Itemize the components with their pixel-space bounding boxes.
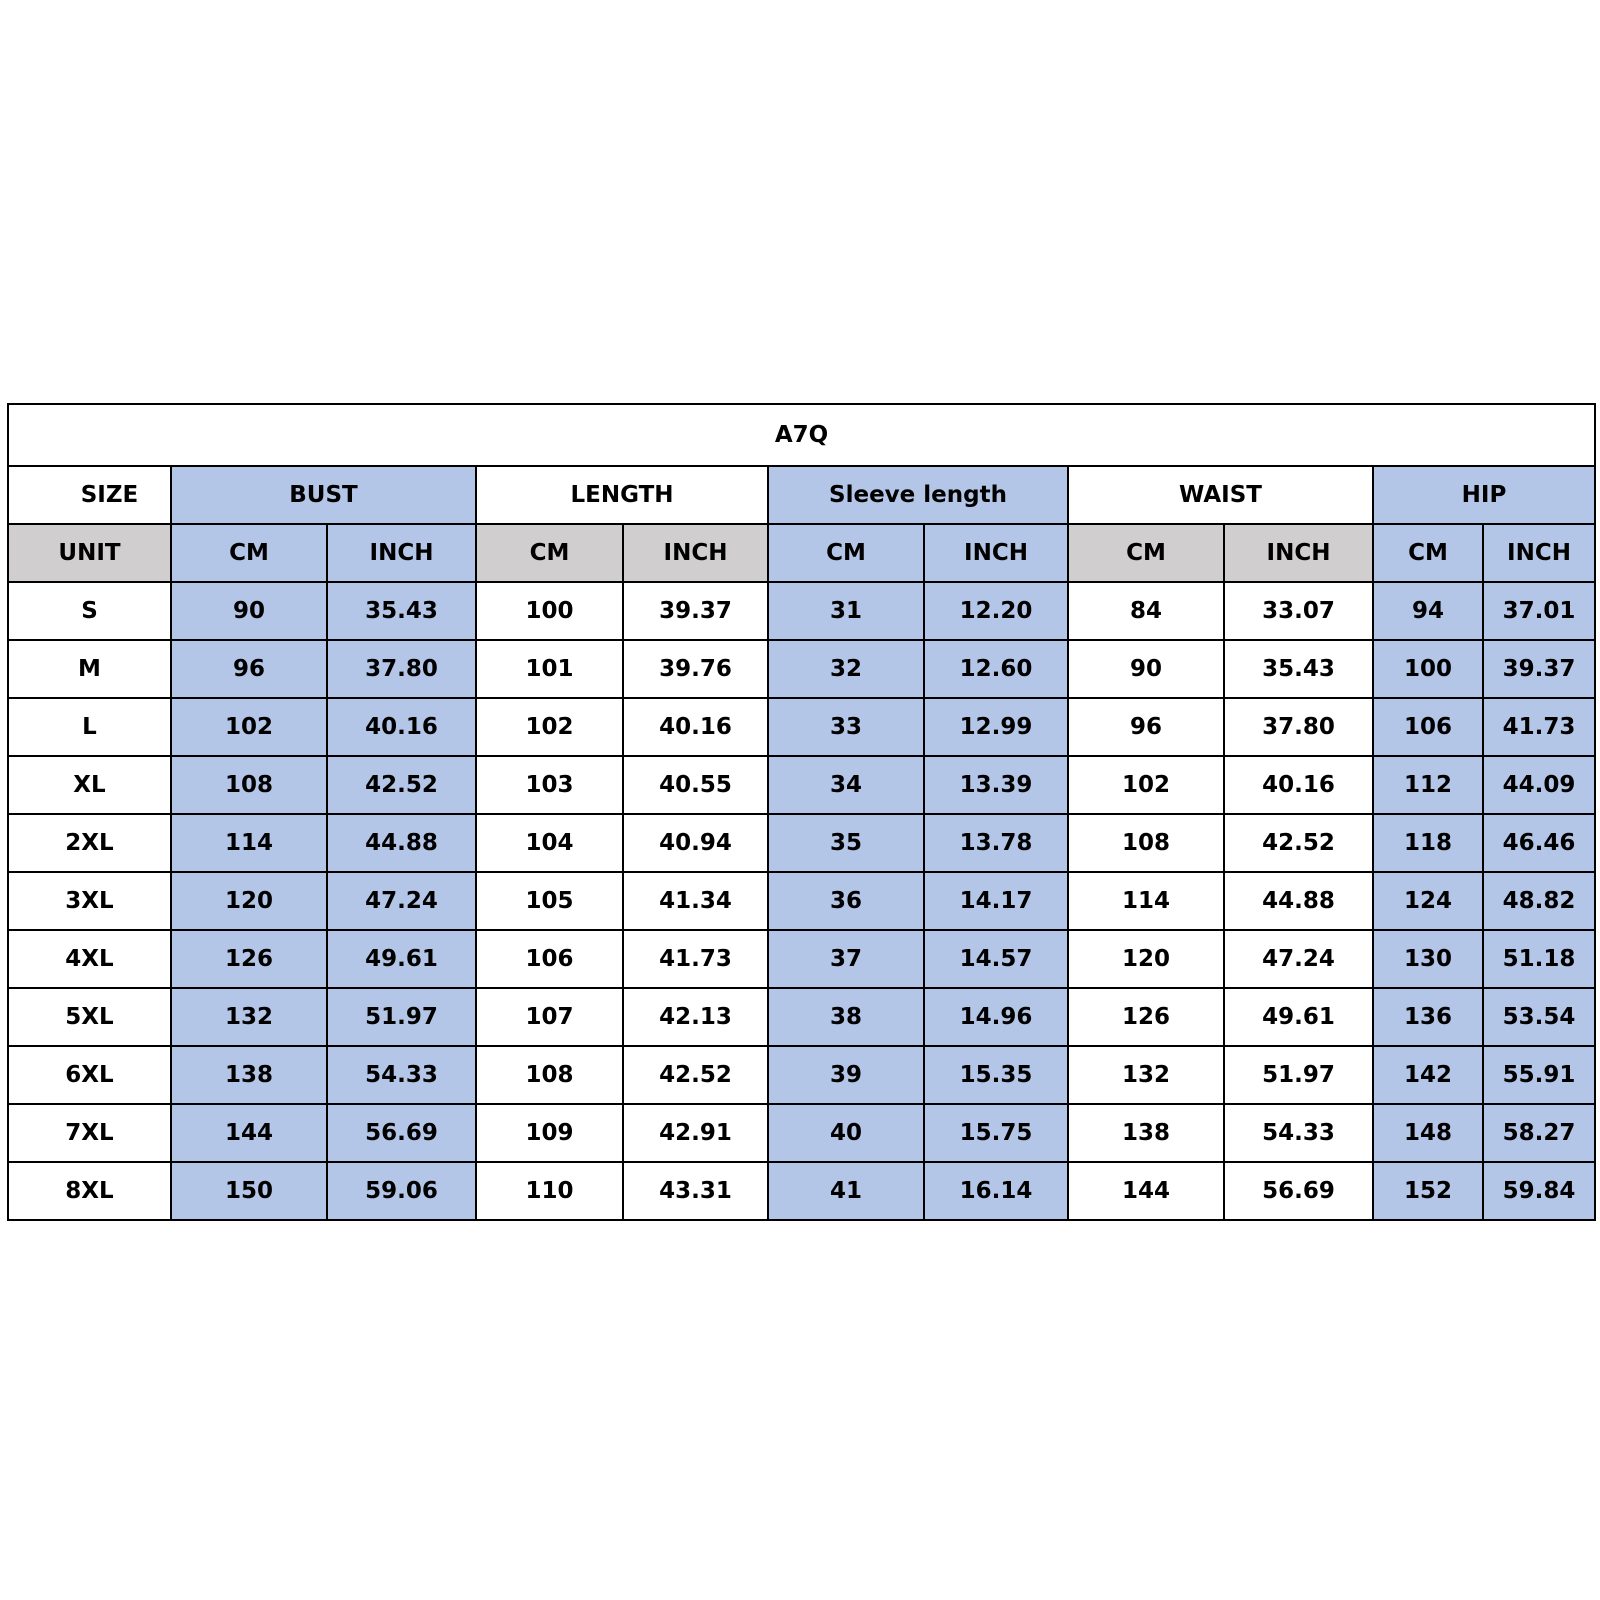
unit-header: UNIT xyxy=(8,524,171,582)
value-cell: 32 xyxy=(768,640,924,698)
value-cell: 56.69 xyxy=(327,1104,476,1162)
value-cell: 42.52 xyxy=(623,1046,768,1104)
table-row xyxy=(8,1162,1595,1220)
value-cell: 142 xyxy=(1373,1046,1483,1104)
value-cell: 36 xyxy=(768,872,924,930)
value-cell: 100 xyxy=(476,582,623,640)
value-cell: 144 xyxy=(171,1104,327,1162)
size-cell: S xyxy=(8,582,171,640)
value-cell: 105 xyxy=(476,872,623,930)
value-cell: 94 xyxy=(1373,582,1483,640)
value-cell: 42.13 xyxy=(623,988,768,1046)
value-cell: 33.07 xyxy=(1224,582,1373,640)
value-cell: 13.39 xyxy=(924,756,1068,814)
size-chart-table xyxy=(7,403,1596,1221)
value-cell: 51.18 xyxy=(1483,930,1595,988)
unit-header-hip-cm: CM xyxy=(1373,524,1483,582)
table-row xyxy=(8,1046,1595,1104)
value-cell: 43.31 xyxy=(623,1162,768,1220)
value-cell: 44.88 xyxy=(327,814,476,872)
value-cell: 53.54 xyxy=(1483,988,1595,1046)
table-row xyxy=(8,756,1595,814)
unit-row xyxy=(8,524,1595,582)
unit-header-waist-inch: INCH xyxy=(1224,524,1373,582)
value-cell: 41.73 xyxy=(1483,698,1595,756)
value-cell: 35.43 xyxy=(1224,640,1373,698)
value-cell: 41.73 xyxy=(623,930,768,988)
value-cell: 39 xyxy=(768,1046,924,1104)
value-cell: 13.78 xyxy=(924,814,1068,872)
size-cell: XL xyxy=(8,756,171,814)
value-cell: 132 xyxy=(171,988,327,1046)
value-cell: 138 xyxy=(1068,1104,1224,1162)
unit-header-waist-cm: CM xyxy=(1068,524,1224,582)
value-cell: 114 xyxy=(1068,872,1224,930)
value-cell: 96 xyxy=(1068,698,1224,756)
value-cell: 35.43 xyxy=(327,582,476,640)
unit-header-hip-inch: INCH xyxy=(1483,524,1595,582)
value-cell: 14.96 xyxy=(924,988,1068,1046)
value-cell: 114 xyxy=(171,814,327,872)
value-cell: 54.33 xyxy=(1224,1104,1373,1162)
value-cell: 150 xyxy=(171,1162,327,1220)
value-cell: 42.52 xyxy=(1224,814,1373,872)
value-cell: 15.35 xyxy=(924,1046,1068,1104)
value-cell: 101 xyxy=(476,640,623,698)
value-cell: 31 xyxy=(768,582,924,640)
value-cell: 35 xyxy=(768,814,924,872)
value-cell: 39.76 xyxy=(623,640,768,698)
value-cell: 124 xyxy=(1373,872,1483,930)
value-cell: 37.80 xyxy=(327,640,476,698)
value-cell: 118 xyxy=(1373,814,1483,872)
value-cell: 42.91 xyxy=(623,1104,768,1162)
table-row xyxy=(8,988,1595,1046)
value-cell: 90 xyxy=(1068,640,1224,698)
size-chart-body xyxy=(8,404,1595,1220)
size-cell: 2XL xyxy=(8,814,171,872)
group-header-hip: HIP xyxy=(1373,466,1595,524)
value-cell: 102 xyxy=(1068,756,1224,814)
table-row xyxy=(8,1104,1595,1162)
value-cell: 39.37 xyxy=(623,582,768,640)
value-cell: 102 xyxy=(171,698,327,756)
value-cell: 112 xyxy=(1373,756,1483,814)
value-cell: 102 xyxy=(476,698,623,756)
value-cell: 46.46 xyxy=(1483,814,1595,872)
value-cell: 51.97 xyxy=(1224,1046,1373,1104)
measurement-group-row xyxy=(8,466,1595,524)
value-cell: 40.55 xyxy=(623,756,768,814)
value-cell: 148 xyxy=(1373,1104,1483,1162)
group-header-length: LENGTH xyxy=(476,466,768,524)
value-cell: 108 xyxy=(171,756,327,814)
value-cell: 12.60 xyxy=(924,640,1068,698)
value-cell: 104 xyxy=(476,814,623,872)
unit-header-sleeve-length-cm: CM xyxy=(768,524,924,582)
value-cell: 103 xyxy=(476,756,623,814)
size-cell: 6XL xyxy=(8,1046,171,1104)
unit-header-length-inch: INCH xyxy=(623,524,768,582)
value-cell: 109 xyxy=(476,1104,623,1162)
unit-header-bust-inch: INCH xyxy=(327,524,476,582)
value-cell: 152 xyxy=(1373,1162,1483,1220)
size-cell: 7XL xyxy=(8,1104,171,1162)
group-header-bust: BUST xyxy=(171,466,476,524)
value-cell: 126 xyxy=(1068,988,1224,1046)
unit-header-length-cm: CM xyxy=(476,524,623,582)
chart-title: A7Q xyxy=(8,404,1595,466)
value-cell: 16.14 xyxy=(924,1162,1068,1220)
value-cell: 47.24 xyxy=(327,872,476,930)
value-cell: 108 xyxy=(476,1046,623,1104)
value-cell: 14.57 xyxy=(924,930,1068,988)
value-cell: 58.27 xyxy=(1483,1104,1595,1162)
value-cell: 132 xyxy=(1068,1046,1224,1104)
group-header-waist: WAIST xyxy=(1068,466,1373,524)
value-cell: 120 xyxy=(1068,930,1224,988)
value-cell: 39.37 xyxy=(1483,640,1595,698)
value-cell: 110 xyxy=(476,1162,623,1220)
value-cell: 48.82 xyxy=(1483,872,1595,930)
value-cell: 41.34 xyxy=(623,872,768,930)
table-row xyxy=(8,582,1595,640)
value-cell: 108 xyxy=(1068,814,1224,872)
value-cell: 14.17 xyxy=(924,872,1068,930)
value-cell: 37.80 xyxy=(1224,698,1373,756)
value-cell: 106 xyxy=(1373,698,1483,756)
value-cell: 44.88 xyxy=(1224,872,1373,930)
size-cell: 3XL xyxy=(8,872,171,930)
value-cell: 126 xyxy=(171,930,327,988)
value-cell: 40.16 xyxy=(327,698,476,756)
value-cell: 138 xyxy=(171,1046,327,1104)
size-cell: L xyxy=(8,698,171,756)
value-cell: 12.20 xyxy=(924,582,1068,640)
table-row xyxy=(8,872,1595,930)
value-cell: 56.69 xyxy=(1224,1162,1373,1220)
size-cell: 5XL xyxy=(8,988,171,1046)
value-cell: 15.75 xyxy=(924,1104,1068,1162)
value-cell: 49.61 xyxy=(1224,988,1373,1046)
value-cell: 38 xyxy=(768,988,924,1046)
size-cell: 8XL xyxy=(8,1162,171,1220)
value-cell: 40.16 xyxy=(623,698,768,756)
value-cell: 96 xyxy=(171,640,327,698)
value-cell: 33 xyxy=(768,698,924,756)
value-cell: 84 xyxy=(1068,582,1224,640)
value-cell: 144 xyxy=(1068,1162,1224,1220)
value-cell: 54.33 xyxy=(327,1046,476,1104)
value-cell: 49.61 xyxy=(327,930,476,988)
value-cell: 55.91 xyxy=(1483,1046,1595,1104)
value-cell: 44.09 xyxy=(1483,756,1595,814)
value-cell: 51.97 xyxy=(327,988,476,1046)
value-cell: 106 xyxy=(476,930,623,988)
unit-header-bust-cm: CM xyxy=(171,524,327,582)
table-row xyxy=(8,814,1595,872)
value-cell: 40.94 xyxy=(623,814,768,872)
value-cell: 107 xyxy=(476,988,623,1046)
table-row xyxy=(8,698,1595,756)
size-cell: M xyxy=(8,640,171,698)
value-cell: 59.84 xyxy=(1483,1162,1595,1220)
value-cell: 130 xyxy=(1373,930,1483,988)
value-cell: 100 xyxy=(1373,640,1483,698)
unit-header-sleeve-length-inch: INCH xyxy=(924,524,1068,582)
table-row xyxy=(8,640,1595,698)
title-row xyxy=(8,404,1595,466)
size-cell: 4XL xyxy=(8,930,171,988)
value-cell: 47.24 xyxy=(1224,930,1373,988)
value-cell: 34 xyxy=(768,756,924,814)
table-row xyxy=(8,930,1595,988)
value-cell: 40.16 xyxy=(1224,756,1373,814)
value-cell: 37 xyxy=(768,930,924,988)
value-cell: 42.52 xyxy=(327,756,476,814)
value-cell: 136 xyxy=(1373,988,1483,1046)
group-header-sleeve-length: Sleeve length xyxy=(768,466,1068,524)
value-cell: 12.99 xyxy=(924,698,1068,756)
value-cell: 37.01 xyxy=(1483,582,1595,640)
size-header: SIZE xyxy=(8,466,171,524)
value-cell: 41 xyxy=(768,1162,924,1220)
value-cell: 120 xyxy=(171,872,327,930)
value-cell: 40 xyxy=(768,1104,924,1162)
value-cell: 90 xyxy=(171,582,327,640)
value-cell: 59.06 xyxy=(327,1162,476,1220)
